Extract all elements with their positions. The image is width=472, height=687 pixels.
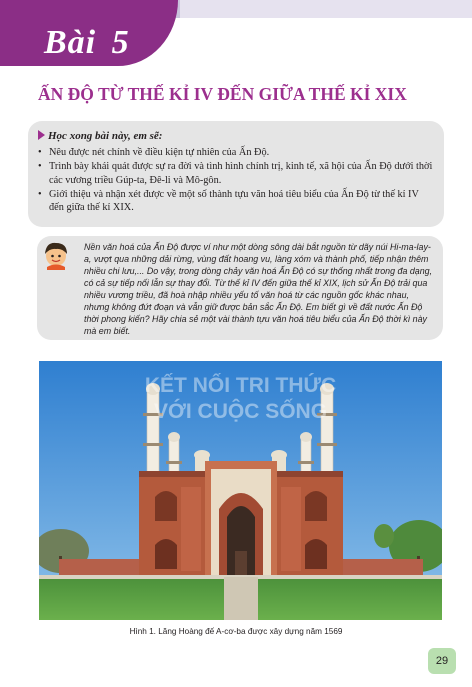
lesson-number: 5 [111, 24, 130, 61]
lesson-word: Bài [44, 24, 97, 61]
objective-item: • Trình bày khái quát được sự ra đời và tình hình chính trị, kinh tế, xã hội của Ấn Độ dưới thời các vương triều Gúp-ta, Đê-li và Mô-gôn. [38, 160, 436, 187]
student-avatar-icon [42, 240, 70, 270]
page-number: 29 [428, 648, 456, 674]
watermark-line2: VỚI CUỘC SỐNG [153, 400, 328, 423]
learning-objectives-box [28, 121, 444, 227]
watermark [39, 373, 442, 425]
lesson-label [44, 24, 130, 62]
objective-item: • Giới thiệu và nhận xét được về một số thành tựu văn hoá tiêu biểu của Ấn Độ từ thế kỉ IV đến giữa thế kỉ XIX. [38, 188, 436, 215]
objectives-heading-text: Học xong bài này, em sẽ: [48, 130, 163, 142]
lesson-tab [0, 0, 178, 66]
intro-box [37, 236, 443, 340]
objectives-list [38, 146, 436, 215]
objective-item: • Nêu được nét chính về điều kiện tự nhiên của Ấn Độ. [38, 146, 436, 159]
intro-text: Nền văn hoá của Ấn Độ được ví như một dòng sông dài bắt nguồn từ dãy núi Hi-ma-lay-a, vượt qua những dải rừng, vùng đất hoang vu, làng xóm và thành phố, tiếp nhận thêm nhiều chi lưu,... Do vậy, trong dòng chảy văn hoá Ấn Độ có sự thống nhất trong đa dạng, có cả sự tiếp nối lẫn sự thay đổi. Từ thế kỉ IV đến giữa thế kỉ XIX, lịch sử Ấn Độ trải qua nhiều vương triều, đã hoà nhập nhiều yếu tố văn hoá từ các nguồn gốc khác nhau, nhưng không đứt đoạn và vẫn giữ được bản sắc Ấn Độ. Em biết gì về đất nước Ấn Độ thời phong kiến? Hãy chia sẻ một vài thành tựu văn hoá tiêu biểu của Ấn Độ thời kì này mà em biết. [84, 242, 433, 336]
watermark-line1: KẾT NỐI TRI THỨC [144, 374, 337, 397]
header-band-light [180, 0, 472, 18]
tomb-photo [39, 361, 442, 620]
lesson-title: ẤN ĐỘ TỪ THẾ KỈ IV ĐẾN GIỮA THẾ KỈ XIX [38, 84, 407, 104]
objectives-heading [38, 130, 162, 142]
figure-caption: Hình 1. Lăng Hoàng đế A-cơ-ba được xây dựng năm 1569 [129, 627, 343, 636]
arrow-icon [38, 130, 45, 140]
